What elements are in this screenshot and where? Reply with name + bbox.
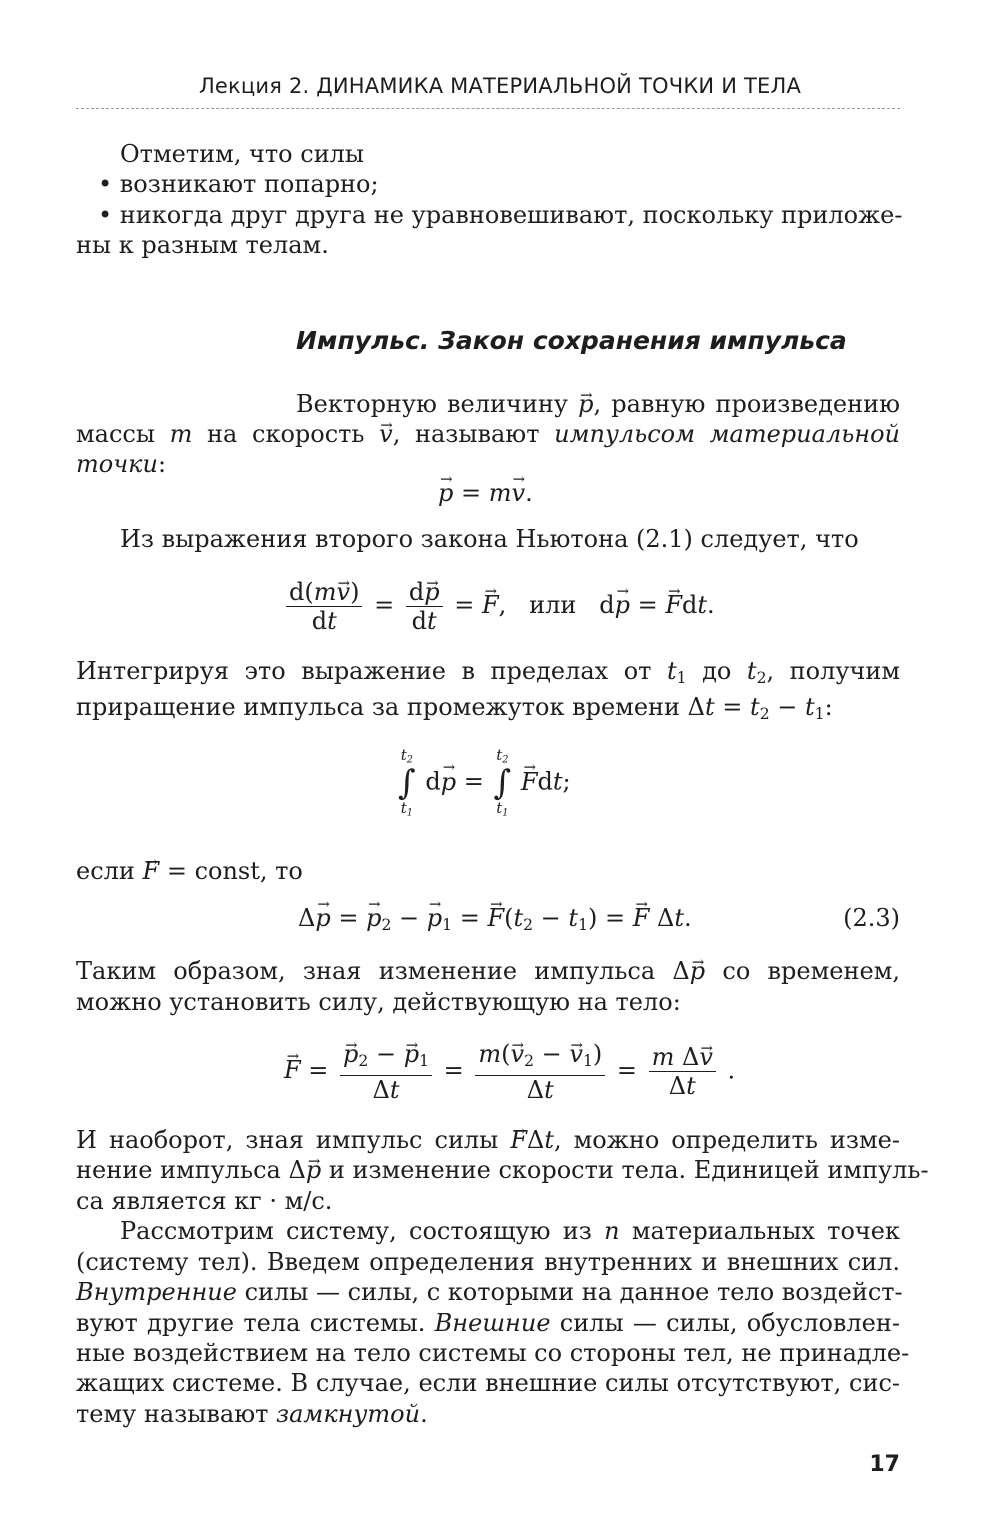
- bullet-item: • возникают попарно;: [98, 170, 379, 198]
- paragraph-line: Рассмотрим систему, состоящую из n материальных точек: [120, 1217, 900, 1245]
- equation-number: (2.3): [843, 904, 900, 932]
- intro-line: Отметим, что силы: [120, 140, 365, 168]
- page-number: 17: [869, 1452, 900, 1477]
- definition-line: массы m на скорость → v, называют импульсом материальной: [76, 419, 900, 449]
- formula-integral: $t_2$ ∫ $t_1$ d→ p = $t_2$ ∫ $t_1$ → Fdt;: [396, 748, 571, 818]
- paragraph-line: Интегрируя это выражение в пределах от $t_1$ до $t_2$, получим: [76, 657, 900, 687]
- formula-momentum: → p = m→ v.: [438, 479, 533, 507]
- paragraph-line: са является кг · м/с.: [76, 1187, 333, 1215]
- paragraph-line: (систему тел). Введем определения внутренних и внешних сил.: [76, 1248, 900, 1276]
- term-impulse: импульсом материальной: [554, 420, 900, 448]
- paragraph-line: тему называют замкнутой.: [76, 1400, 428, 1428]
- formula-newton-second-law: $\frac{d(m\to v)}{dt}$ = $\frac{d\to p}{dt}$ = → F, или d→ p = → Fdt.: [282, 578, 715, 635]
- term-external: Внешние: [434, 1309, 551, 1337]
- paragraph-line: Внутренние силы — силы, с которыми на данное тело воздейст-: [76, 1278, 903, 1306]
- definition-line: точки:: [76, 450, 167, 478]
- term-closed: замкнутой: [276, 1400, 421, 1428]
- paragraph-line: жащих системе. В случае, если внешние силы отсутствуют, сис-: [76, 1369, 900, 1397]
- paragraph-line: ные воздействием на тело системы со стороны тел, не принадле-: [76, 1339, 910, 1367]
- bullet-item: • никогда друг друга не уравновешивают, поскольку приложе-: [98, 201, 903, 229]
- header-divider: [76, 108, 900, 109]
- paragraph-line: И наоборот, зная импульс силы → FΔt, можно определить изме-: [76, 1125, 900, 1155]
- paragraph-line: нение импульса Δ→ p и изменение скорости тела. Единицей импуль-: [76, 1155, 900, 1185]
- running-header: Лекция 2. ДИНАМИКА МАТЕРИАЛЬНОЙ ТОЧКИ И ТЕЛА: [198, 74, 802, 98]
- formula-momentum-change: Δ→ p = → $p_2$ − → $p_1$ = → $F(t_2 - t_1)$ = → F Δt.: [298, 904, 692, 934]
- paragraph-line: можно установить силу, действующую на тело:: [76, 988, 681, 1016]
- paragraph-line: вуют другие тела системы. Внешние силы — силы, обусловлен-: [76, 1309, 900, 1337]
- definition-line: Векторную величину → p, равную произведению: [296, 389, 900, 419]
- term-internal: Внутренние: [76, 1278, 237, 1306]
- paragraph-line: Из выражения второго закона Ньютона (2.1) следует, что: [120, 525, 859, 553]
- bullet-item-continuation: ны к разным телам.: [76, 231, 329, 259]
- paragraph-line: Таким образом, зная изменение импульса Δ→ p со временем,: [76, 956, 900, 986]
- paragraph-line: приращение импульса за промежуток времени $\Delta t = t_2 - t_1$:: [76, 693, 833, 723]
- section-title: Импульс. Закон сохранения импульса: [296, 326, 847, 355]
- formula-force: → F = → $\frac{p_2 - \to p_1}{\Delta t}$ = $\frac{m(\to v_2 - \to v_1)}{\Delta t}$ = $\frac{\text{m Δ→ v}}{\Delta t}$ .: [284, 1040, 735, 1104]
- paragraph-line: если → F = const, то: [76, 856, 303, 886]
